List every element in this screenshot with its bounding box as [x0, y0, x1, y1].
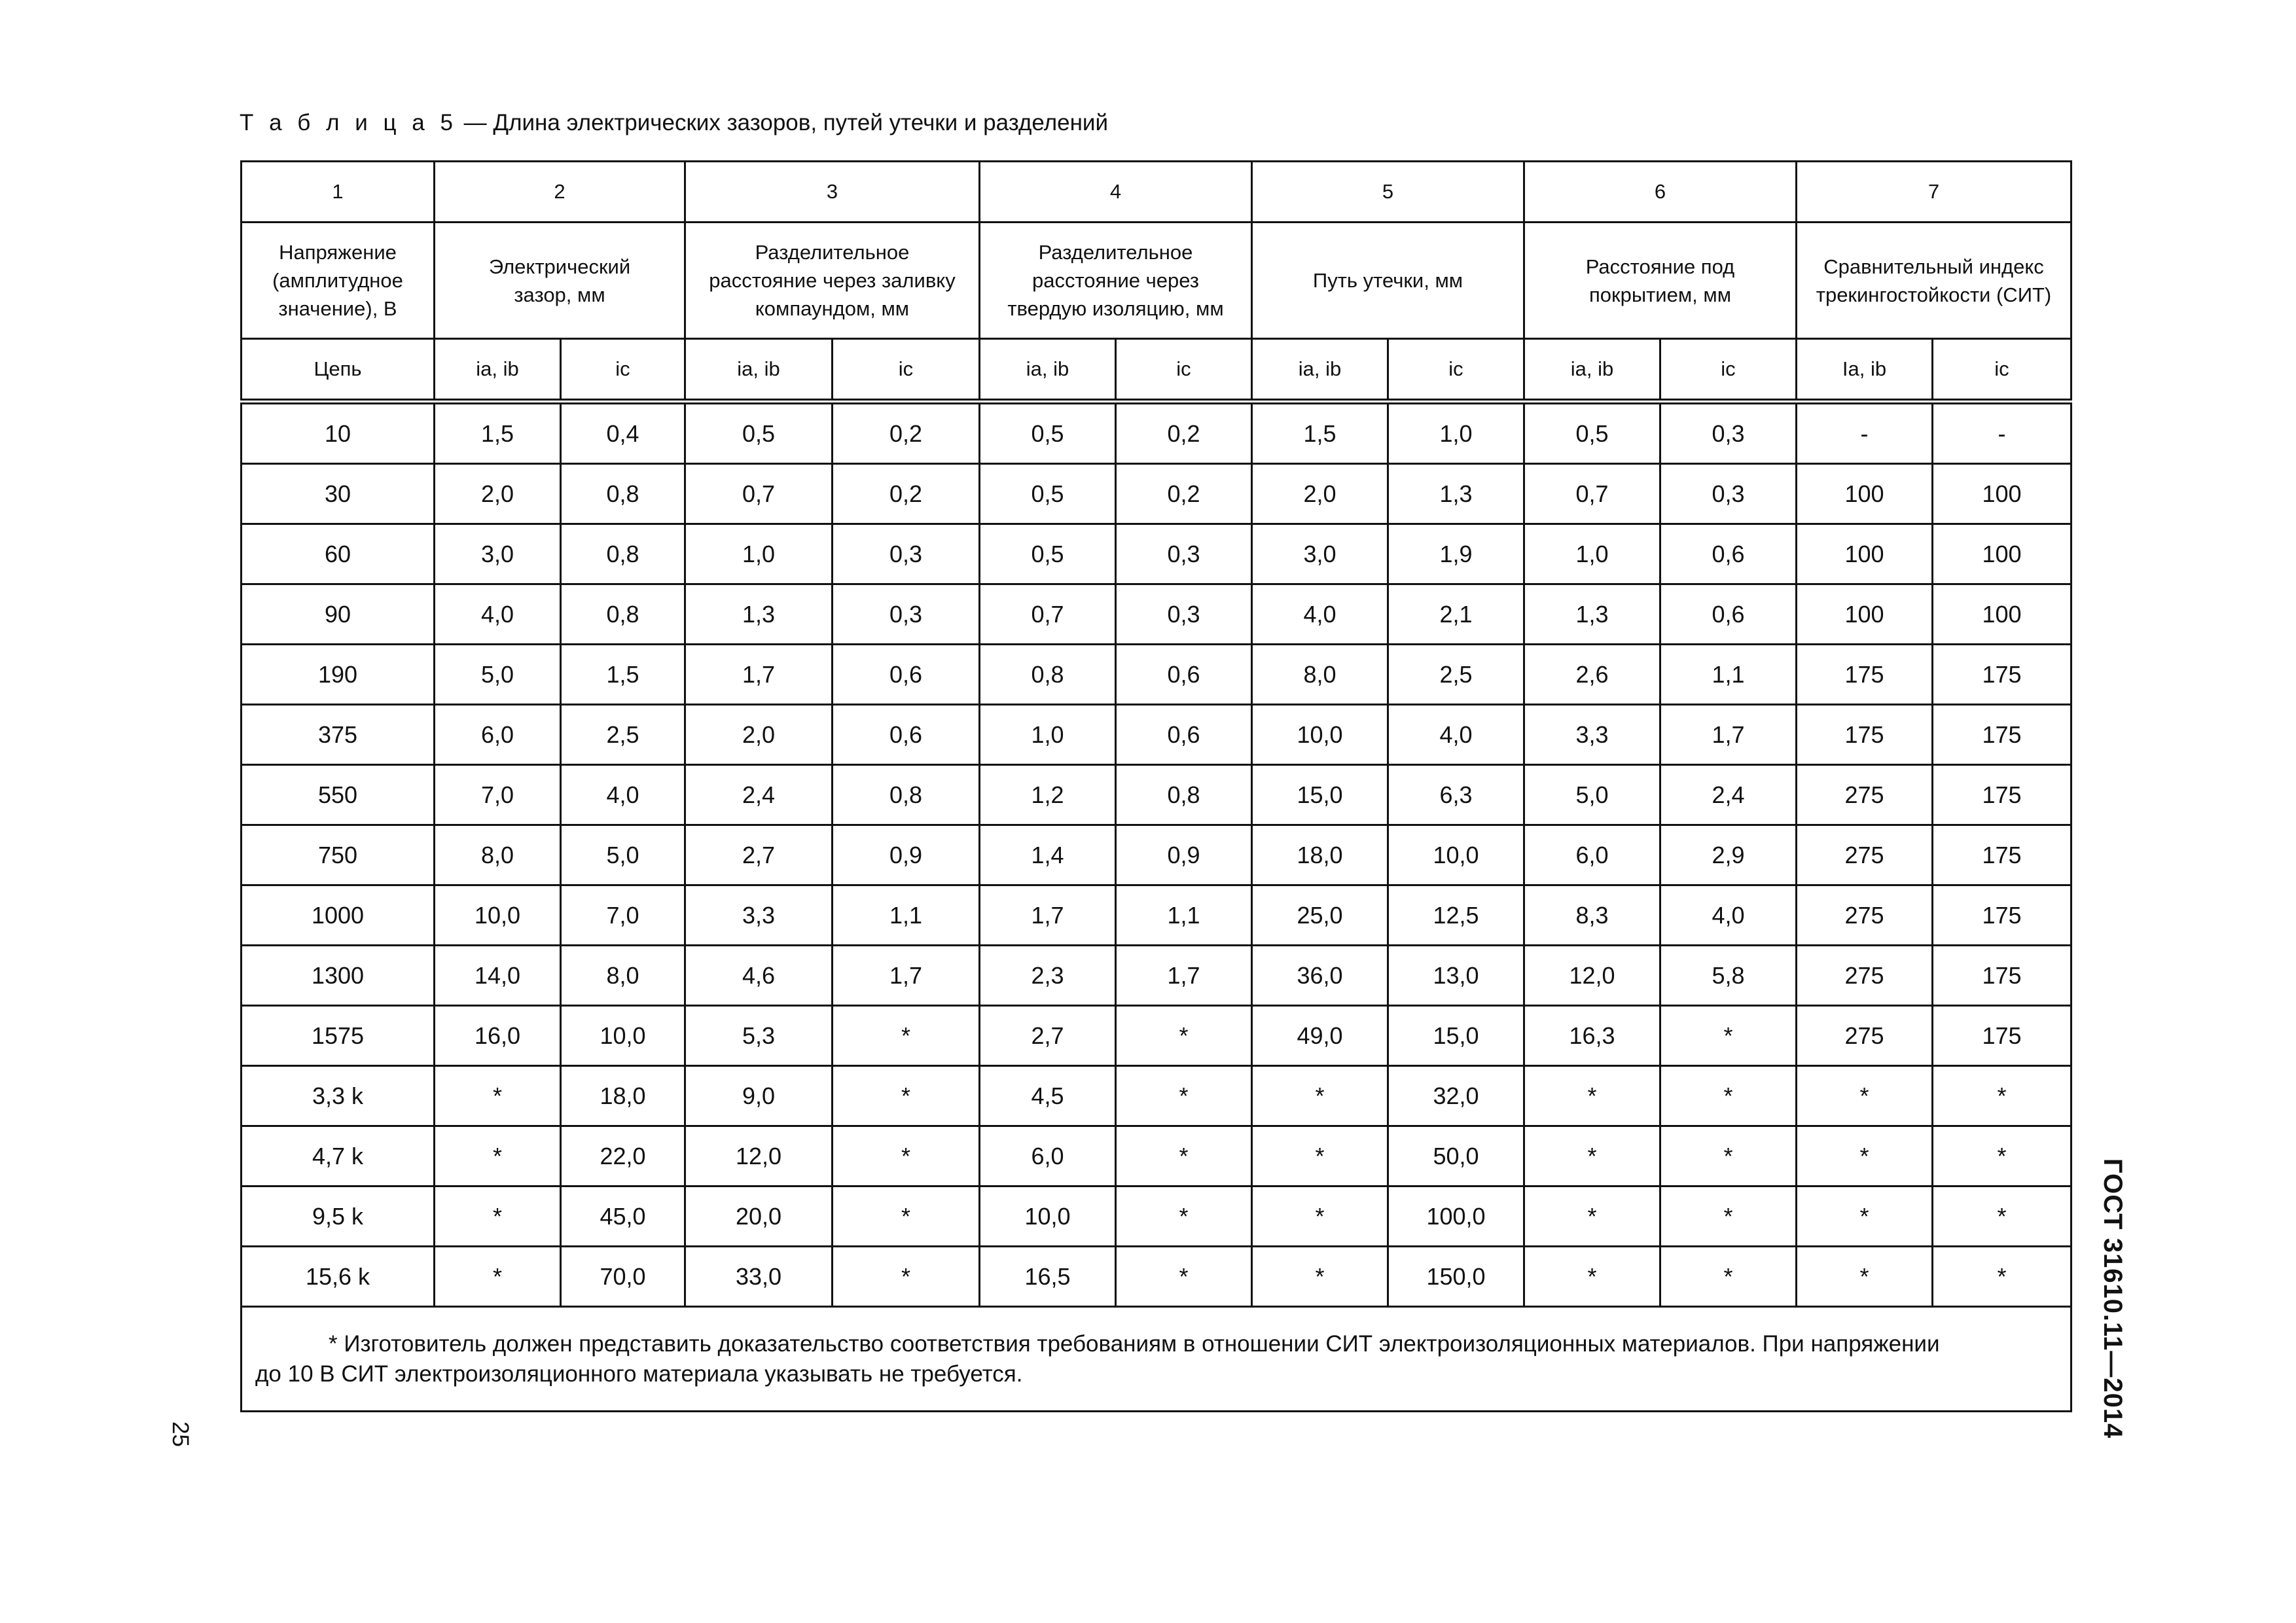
- column-header-row: [242, 223, 2072, 339]
- value-cell: 1,4: [980, 825, 1116, 885]
- value-cell: 1,3: [1388, 464, 1524, 524]
- value-cell: 1,9: [1388, 524, 1524, 584]
- value-cell: 1,5: [1252, 402, 1388, 464]
- value-cell: *: [1524, 1066, 1660, 1126]
- value-cell: 0,8: [561, 464, 685, 524]
- value-cell: *: [435, 1186, 561, 1247]
- value-cell: 275: [1797, 946, 1933, 1006]
- value-cell: 2,0: [685, 705, 833, 765]
- value-cell: -: [1933, 402, 2072, 464]
- column-number: 2: [435, 162, 685, 223]
- value-cell: 45,0: [561, 1186, 685, 1247]
- subheader-cell: ic: [561, 339, 685, 402]
- value-cell: 1,0: [980, 705, 1116, 765]
- column-number: 3: [685, 162, 980, 223]
- value-cell: 0,9: [1116, 825, 1252, 885]
- table-row: [242, 524, 2072, 584]
- value-cell: *: [1660, 1247, 1797, 1307]
- value-cell: 49,0: [1252, 1006, 1388, 1066]
- voltage-cell: 550: [242, 765, 435, 825]
- table-row: [242, 1066, 2072, 1126]
- value-cell: 5,0: [1524, 765, 1660, 825]
- footnote: [242, 1307, 2072, 1412]
- footnote-line-2: до 10 В СИТ электроизоляционного материала указывать не требуется.: [255, 1361, 1023, 1387]
- value-cell: 0,3: [1116, 524, 1252, 584]
- value-cell: 0,8: [833, 765, 980, 825]
- value-cell: 6,0: [1524, 825, 1660, 885]
- column-number-row: [242, 162, 2072, 223]
- value-cell: *: [435, 1247, 561, 1307]
- column-header-compound: Разделительное расстояние через заливку компаундом, мм: [685, 223, 980, 339]
- column-number: 1: [242, 162, 435, 223]
- value-cell: 0,5: [980, 524, 1116, 584]
- value-cell: 25,0: [1252, 885, 1388, 946]
- value-cell: 12,0: [685, 1126, 833, 1186]
- value-cell: *: [1797, 1186, 1933, 1247]
- value-cell: 1,5: [561, 645, 685, 705]
- value-cell: 6,0: [435, 705, 561, 765]
- voltage-cell: 3,3 k: [242, 1066, 435, 1126]
- column-header-under-coating: Расстояние под покрытием, мм: [1524, 223, 1797, 339]
- value-cell: *: [1660, 1126, 1797, 1186]
- document-code: ГОСТ 31610.11—2014: [2098, 1158, 2127, 1439]
- value-cell: *: [1660, 1186, 1797, 1247]
- value-cell: 5,0: [435, 645, 561, 705]
- table-row: [242, 645, 2072, 705]
- value-cell: 0,5: [1524, 402, 1660, 464]
- value-cell: 1,0: [1388, 402, 1524, 464]
- value-cell: *: [1116, 1006, 1252, 1066]
- column-header-voltage: Напряжение (амплитудное значение), В: [242, 223, 435, 339]
- value-cell: *: [1660, 1066, 1797, 1126]
- value-cell: 14,0: [435, 946, 561, 1006]
- value-cell: 13,0: [1388, 946, 1524, 1006]
- value-cell: *: [1797, 1066, 1933, 1126]
- value-cell: 0,3: [1116, 584, 1252, 645]
- value-cell: 275: [1797, 765, 1933, 825]
- subheader-cell: ic: [1933, 339, 2072, 402]
- table-row: [242, 402, 2072, 464]
- subheader-row: [242, 339, 2072, 402]
- value-cell: 0,5: [980, 464, 1116, 524]
- value-cell: 0,8: [561, 524, 685, 584]
- subheader-cell: ic: [1388, 339, 1524, 402]
- value-cell: 0,5: [685, 402, 833, 464]
- column-header-solid-insulation: Разделительное расстояние через твердую изоляцию, мм: [980, 223, 1252, 339]
- value-cell: 175: [1933, 825, 2072, 885]
- value-cell: 1,7: [1660, 705, 1797, 765]
- value-cell: 0,7: [685, 464, 833, 524]
- value-cell: *: [1797, 1126, 1933, 1186]
- column-number: 4: [980, 162, 1252, 223]
- value-cell: *: [1524, 1186, 1660, 1247]
- value-cell: 0,8: [1116, 765, 1252, 825]
- value-cell: 1,7: [685, 645, 833, 705]
- value-cell: 2,5: [561, 705, 685, 765]
- table-label: Т а б л и ц а 5: [240, 110, 457, 135]
- value-cell: 7,0: [561, 885, 685, 946]
- value-cell: 32,0: [1388, 1066, 1524, 1126]
- value-cell: 2,1: [1388, 584, 1524, 645]
- value-cell: 0,8: [980, 645, 1116, 705]
- subheader-cell: ic: [1660, 339, 1797, 402]
- value-cell: 6,0: [980, 1126, 1116, 1186]
- table-row: [242, 705, 2072, 765]
- value-cell: *: [1797, 1247, 1933, 1307]
- page-number: 25: [168, 1421, 193, 1447]
- value-cell: 8,0: [435, 825, 561, 885]
- subheader-cell: ia, ib: [685, 339, 833, 402]
- voltage-cell: 1300: [242, 946, 435, 1006]
- value-cell: *: [833, 1006, 980, 1066]
- table-row: [242, 765, 2072, 825]
- footnote-line-1: * Изготовитель должен представить доказательство соответствия требованиям в отношении СИТ электроизоляционных материалов. При напряжении: [329, 1330, 1940, 1357]
- voltage-cell: 60: [242, 524, 435, 584]
- subheader-circuit: Цепь: [242, 339, 435, 402]
- value-cell: *: [833, 1247, 980, 1307]
- value-cell: 175: [1797, 705, 1933, 765]
- value-cell: *: [1116, 1126, 1252, 1186]
- value-cell: 175: [1933, 705, 2072, 765]
- value-cell: 0,9: [833, 825, 980, 885]
- value-cell: *: [1116, 1066, 1252, 1126]
- value-cell: 4,0: [1388, 705, 1524, 765]
- value-cell: 33,0: [685, 1247, 833, 1307]
- value-cell: 2,4: [685, 765, 833, 825]
- table-row: [242, 885, 2072, 946]
- value-cell: 100: [1933, 464, 2072, 524]
- value-cell: 175: [1933, 885, 2072, 946]
- value-cell: 8,0: [1252, 645, 1388, 705]
- table-row: [242, 1186, 2072, 1247]
- value-cell: 6,3: [1388, 765, 1524, 825]
- subheader-cell: ic: [833, 339, 980, 402]
- table-row: [242, 1006, 2072, 1066]
- value-cell: 1,7: [1116, 946, 1252, 1006]
- value-cell: 2,9: [1660, 825, 1797, 885]
- voltage-cell: 90: [242, 584, 435, 645]
- subheader-cell: ia, ib: [1524, 339, 1660, 402]
- subheader-cell: ia, ib: [1252, 339, 1388, 402]
- value-cell: 4,0: [1252, 584, 1388, 645]
- value-cell: 1,5: [435, 402, 561, 464]
- value-cell: *: [1933, 1186, 2072, 1247]
- value-cell: 2,0: [435, 464, 561, 524]
- value-cell: *: [1252, 1247, 1388, 1307]
- value-cell: 16,0: [435, 1006, 561, 1066]
- column-number: 5: [1252, 162, 1524, 223]
- value-cell: 275: [1797, 825, 1933, 885]
- value-cell: *: [435, 1066, 561, 1126]
- table-caption: [240, 110, 1108, 136]
- value-cell: 20,0: [685, 1186, 833, 1247]
- value-cell: -: [1797, 402, 1933, 464]
- voltage-cell: 1000: [242, 885, 435, 946]
- value-cell: 0,7: [980, 584, 1116, 645]
- value-cell: 1,3: [685, 584, 833, 645]
- value-cell: 10,0: [1252, 705, 1388, 765]
- table-row: [242, 584, 2072, 645]
- value-cell: 0,2: [1116, 402, 1252, 464]
- value-cell: *: [1252, 1126, 1388, 1186]
- value-cell: 18,0: [1252, 825, 1388, 885]
- value-cell: 2,3: [980, 946, 1116, 1006]
- subheader-cell: ic: [1116, 339, 1252, 402]
- table-row: [242, 825, 2072, 885]
- value-cell: *: [1252, 1066, 1388, 1126]
- table-row: [242, 946, 2072, 1006]
- value-cell: 275: [1797, 885, 1933, 946]
- value-cell: *: [1252, 1186, 1388, 1247]
- voltage-cell: 375: [242, 705, 435, 765]
- value-cell: 0,3: [833, 524, 980, 584]
- value-cell: 2,5: [1388, 645, 1524, 705]
- value-cell: 0,6: [1660, 584, 1797, 645]
- value-cell: 15,0: [1388, 1006, 1524, 1066]
- value-cell: 3,0: [435, 524, 561, 584]
- value-cell: 70,0: [561, 1247, 685, 1307]
- value-cell: 100: [1797, 464, 1933, 524]
- value-cell: 15,0: [1252, 765, 1388, 825]
- subheader-cell: Ia, ib: [1797, 339, 1933, 402]
- value-cell: 22,0: [561, 1126, 685, 1186]
- column-header-creepage: Путь утечки, мм: [1252, 223, 1524, 339]
- table-row: [242, 464, 2072, 524]
- value-cell: 175: [1933, 946, 2072, 1006]
- value-cell: 3,0: [1252, 524, 1388, 584]
- value-cell: 175: [1933, 1006, 2072, 1066]
- column-header-cti: Сравнительный индекс трекингостойкости (СИТ): [1797, 223, 2072, 339]
- value-cell: 2,6: [1524, 645, 1660, 705]
- value-cell: 1,2: [980, 765, 1116, 825]
- column-number: 6: [1524, 162, 1797, 223]
- value-cell: 1,0: [685, 524, 833, 584]
- value-cell: 3,3: [685, 885, 833, 946]
- value-cell: 150,0: [1388, 1247, 1524, 1307]
- value-cell: 0,8: [561, 584, 685, 645]
- value-cell: 175: [1933, 765, 2072, 825]
- value-cell: *: [1933, 1247, 2072, 1307]
- value-cell: 4,0: [435, 584, 561, 645]
- value-cell: 275: [1797, 1006, 1933, 1066]
- value-cell: 0,4: [561, 402, 685, 464]
- value-cell: 0,2: [1116, 464, 1252, 524]
- value-cell: 18,0: [561, 1066, 685, 1126]
- value-cell: 1,1: [1116, 885, 1252, 946]
- value-cell: 0,3: [1660, 402, 1797, 464]
- value-cell: 2,0: [1252, 464, 1388, 524]
- voltage-cell: 15,6 k: [242, 1247, 435, 1307]
- value-cell: 16,5: [980, 1247, 1116, 1307]
- value-cell: 0,3: [833, 584, 980, 645]
- value-cell: 5,8: [1660, 946, 1797, 1006]
- value-cell: 10,0: [435, 885, 561, 946]
- value-cell: 100: [1933, 584, 2072, 645]
- value-cell: 0,6: [1116, 705, 1252, 765]
- value-cell: 1,1: [1660, 645, 1797, 705]
- value-cell: 5,3: [685, 1006, 833, 1066]
- value-cell: 4,6: [685, 946, 833, 1006]
- value-cell: 1,7: [980, 885, 1116, 946]
- value-cell: 8,0: [561, 946, 685, 1006]
- value-cell: 1,7: [833, 946, 980, 1006]
- table-row: [242, 1247, 2072, 1307]
- value-cell: *: [1116, 1247, 1252, 1307]
- value-cell: 8,3: [1524, 885, 1660, 946]
- value-cell: 7,0: [435, 765, 561, 825]
- value-cell: *: [1660, 1006, 1797, 1066]
- subheader-cell: ia, ib: [435, 339, 561, 402]
- value-cell: *: [833, 1126, 980, 1186]
- value-cell: 100,0: [1388, 1186, 1524, 1247]
- value-cell: 4,0: [1660, 885, 1797, 946]
- value-cell: 100: [1797, 584, 1933, 645]
- value-cell: 0,7: [1524, 464, 1660, 524]
- voltage-cell: 750: [242, 825, 435, 885]
- value-cell: 10,0: [561, 1006, 685, 1066]
- voltage-cell: 190: [242, 645, 435, 705]
- voltage-cell: 1575: [242, 1006, 435, 1066]
- value-cell: *: [1933, 1066, 2072, 1126]
- column-header-clearance: Электрический зазор, мм: [435, 223, 685, 339]
- value-cell: *: [1933, 1126, 2072, 1186]
- voltage-cell: 10: [242, 402, 435, 464]
- value-cell: 12,0: [1524, 946, 1660, 1006]
- value-cell: *: [833, 1186, 980, 1247]
- value-cell: 0,2: [833, 464, 980, 524]
- value-cell: 36,0: [1252, 946, 1388, 1006]
- column-number: 7: [1797, 162, 2072, 223]
- value-cell: 0,6: [1116, 645, 1252, 705]
- value-cell: 10,0: [980, 1186, 1116, 1247]
- voltage-cell: 4,7 k: [242, 1126, 435, 1186]
- value-cell: 1,1: [833, 885, 980, 946]
- value-cell: 0,2: [833, 402, 980, 464]
- value-cell: *: [1524, 1126, 1660, 1186]
- value-cell: *: [833, 1066, 980, 1126]
- value-cell: 9,0: [685, 1066, 833, 1126]
- value-cell: 2,7: [685, 825, 833, 885]
- value-cell: 100: [1933, 524, 2072, 584]
- value-cell: 5,0: [561, 825, 685, 885]
- value-cell: 2,7: [980, 1006, 1116, 1066]
- voltage-cell: 30: [242, 464, 435, 524]
- value-cell: 16,3: [1524, 1006, 1660, 1066]
- value-cell: 0,6: [1660, 524, 1797, 584]
- value-cell: 10,0: [1388, 825, 1524, 885]
- value-cell: 4,5: [980, 1066, 1116, 1126]
- value-cell: 175: [1797, 645, 1933, 705]
- value-cell: 12,5: [1388, 885, 1524, 946]
- value-cell: 0,3: [1660, 464, 1797, 524]
- footnote-row: [242, 1307, 2072, 1412]
- voltage-cell: 9,5 k: [242, 1186, 435, 1247]
- value-cell: 0,6: [833, 705, 980, 765]
- value-cell: 100: [1797, 524, 1933, 584]
- value-cell: 1,3: [1524, 584, 1660, 645]
- subheader-cell: ia, ib: [980, 339, 1116, 402]
- value-cell: 2,4: [1660, 765, 1797, 825]
- value-cell: 50,0: [1388, 1126, 1524, 1186]
- value-cell: *: [1116, 1186, 1252, 1247]
- value-cell: 175: [1933, 645, 2072, 705]
- value-cell: 0,5: [980, 402, 1116, 464]
- value-cell: *: [1524, 1247, 1660, 1307]
- value-cell: *: [435, 1126, 561, 1186]
- value-cell: 1,0: [1524, 524, 1660, 584]
- value-cell: 3,3: [1524, 705, 1660, 765]
- value-cell: 0,6: [833, 645, 980, 705]
- value-cell: 4,0: [561, 765, 685, 825]
- clearance-table: [240, 160, 2072, 1412]
- table-row: [242, 1126, 2072, 1186]
- table-title: — Длина электрических зазоров, путей утечки и разделений: [457, 110, 1109, 135]
